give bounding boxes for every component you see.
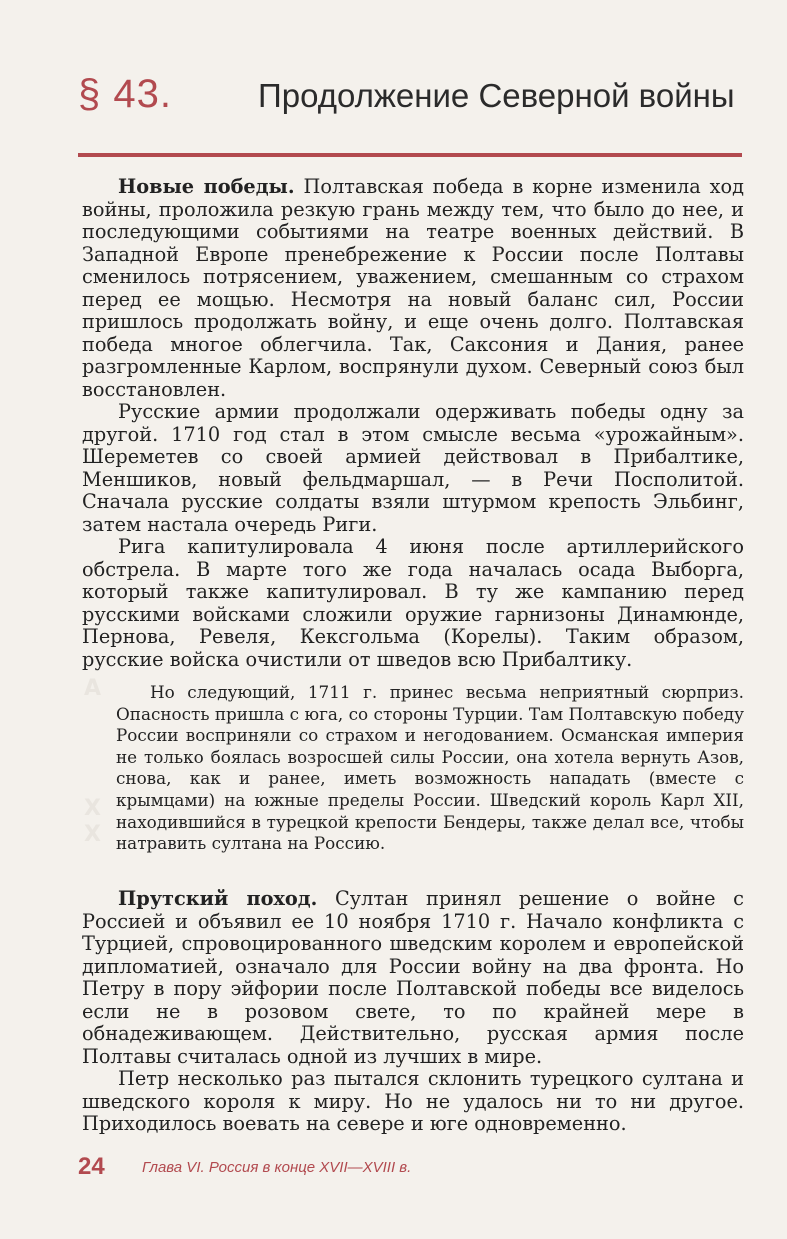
section-header	[78, 72, 742, 160]
paragraph-text: Полтавская победа в корне изменила ход войны, проложила резкую грань между тем, что было до нее, и последующими событиями на театре военных действий. В Западной Европе пренебрежение к России после Полтавы сменилось потрясением, уважением, смешанным со страхом перед ее мощью. Несмотря на новый баланс сил, России пришлось продолжать войну, и еще очень долго. Полтавская победа многое облегчила. Так, Саксония и Дания, ранее разгромленные Карлом, воспрянули духом. Северный союз был восстановлен.	[82, 175, 744, 401]
paragraph	[82, 176, 744, 401]
section-number: § 43.	[78, 72, 172, 116]
margin-watermark-icon: A X X	[84, 676, 102, 847]
main-text	[82, 176, 744, 671]
paragraph	[82, 888, 744, 1068]
paragraph: Петр несколько раз пытался склонить турецкого султана и шведского короля к миру. Но не удалось ни то ни другое. Приходилось воевать на севере и юге одновременно.	[82, 1067, 744, 1135]
section-title: Продолжение Северной войны	[258, 77, 735, 114]
header-divider	[78, 153, 742, 157]
page-footer	[78, 1153, 742, 1183]
paragraph-lead: Новые победы.	[118, 175, 295, 198]
small-paragraph: Но следующий, 1711 г. принес весьма неприятный сюрприз. Опасность пришла с юга, со стороны Турции. Там Полтавскую победу России восприняли со страхом и негодованием. Османская империя не только боялась возросшей силы России, она хотела вернуть Азов, снова, как и ранее, иметь возможность нападать (вместе с крымцами) на южные пределы России. Шведский король Карл XII, находившийся в турецкой крепости Бендеры, также делал все, чтобы натравить султана на Россию.	[116, 682, 744, 854]
paragraph-text: Султан принял решение о войне с Россией и объявил ее 10 ноября 1710 г. Начало конфликта с Турцией, спровоцированного шведским королем и европейской дипломатией, означало для России войну на два фронта. Но Петру в пору эйфории после Полтавской победы все виделось если не в розовом свете, то по крайней мере в обнадеживающем. Действительно, русская армия после Полтавы считалась одной из лучших в мире.	[82, 887, 744, 1068]
main-text-continued	[82, 888, 744, 1136]
paragraph: Русские армии продолжали одерживать победы одну за другой. 1710 год стал в этом смысле весьма «урожайным». Шереметев со своей армией действовал в Прибалтике, Меншиков, новый фельдмаршал, — в Речи Посполитой. Сначала русские солдаты взяли штурмом крепость Эльбинг, затем настала очередь Риги.	[82, 400, 744, 536]
chapter-title: Глава VI. Россия в конце XVII—XVIII в.	[142, 1159, 412, 1176]
small-print-block	[116, 682, 744, 855]
paragraph-lead: Прутский поход.	[118, 887, 318, 910]
paragraph: Рига капитулировала 4 июня после артиллерийского обстрела. В марте того же года началась осада Выборга, который также капитулировал. В ту же кампанию перед русскими войсками сложили оружие гарнизоны Динамюнде, Пернова, Ревеля, Кексгольма (Корелы). Таким образом, русские войска очистили от шведов всю Прибалтику.	[82, 535, 744, 671]
page-number: 24	[78, 1153, 105, 1180]
